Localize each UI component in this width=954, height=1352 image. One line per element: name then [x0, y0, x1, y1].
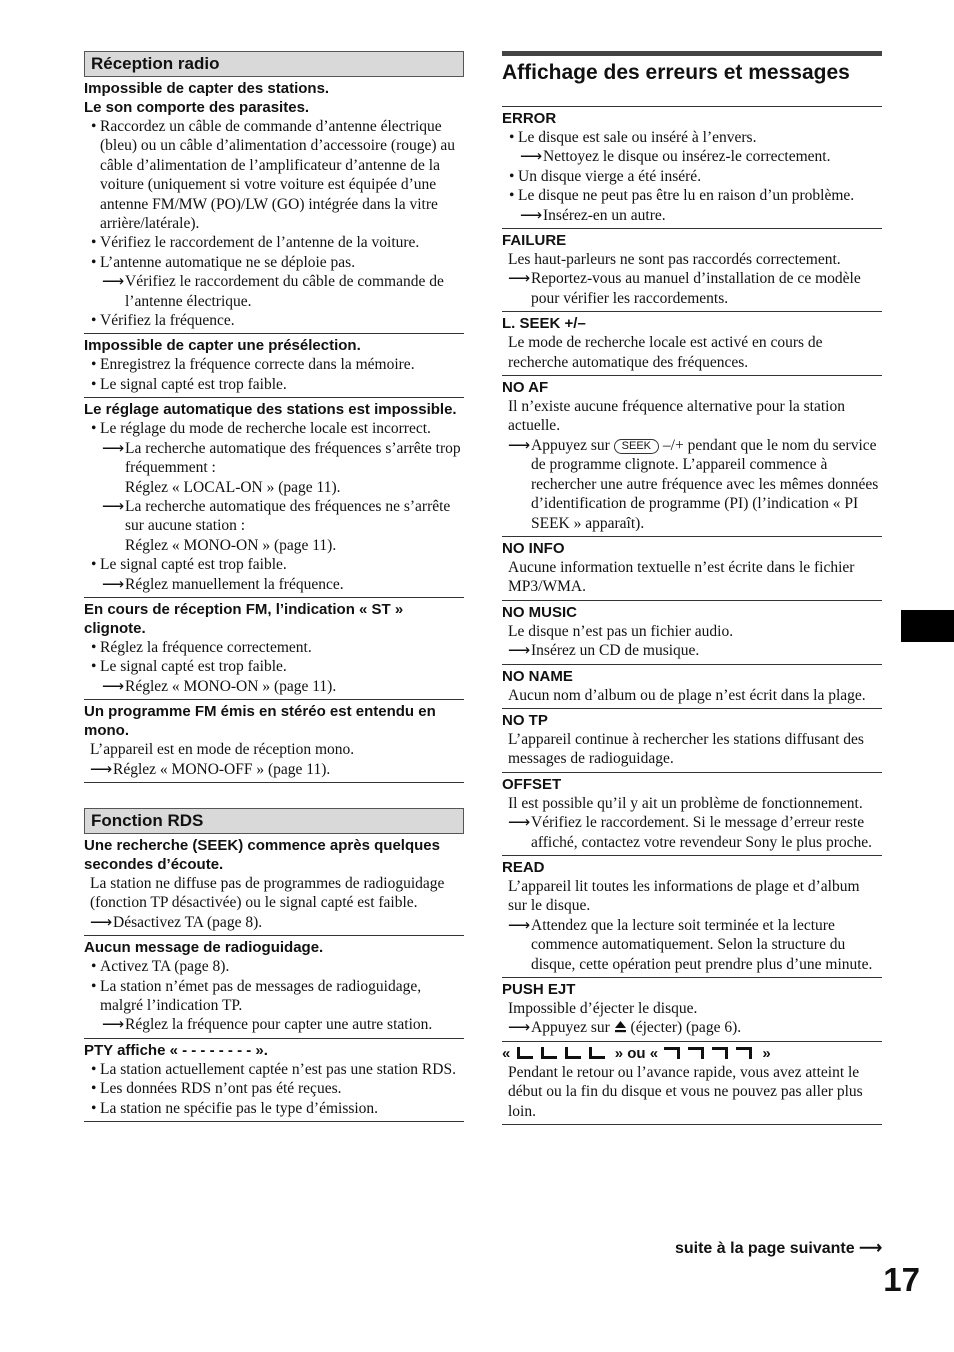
message-code: OFFSET [502, 775, 562, 793]
page-number: 17 [883, 1261, 920, 1298]
arrow-icon: ⟶ [102, 439, 125, 457]
bullet: • Un disque vierge a été inséré. [502, 167, 882, 186]
continued-note: suite à la page suivante ⟶ [674, 1240, 882, 1257]
remedy: ⟶Nettoyez le disque ou insérez-le correctement. [520, 148, 831, 166]
arrow-icon: ⟶ [102, 497, 125, 515]
left-column [84, 51, 464, 1122]
bullet: • Réglez la fréquence correctement. [84, 638, 464, 657]
remedy: ⟶Reportez-vous au manuel d’installation de ce modèle pour vérifier les raccordements. [508, 270, 861, 307]
trouble-block [84, 1039, 464, 1122]
arrow-icon: ⟶ [102, 575, 125, 593]
section-heading-rds: Fonction RDS [84, 808, 464, 834]
message-block-offset [502, 773, 882, 856]
arrow-icon: ⟶ [508, 814, 531, 832]
remedy: ⟶Appuyez sur SEEK –/+ pendant que le nom du service de programme clignote. L’appareil commence à rechercher une autre fréquence avec les mêmes données d’identification de programme (PI) (l’indication « PI SEEK » apparaît). [508, 436, 879, 532]
bullet: • Activez TA (page 8). [84, 957, 464, 976]
bullet: • Vérifiez la fréquence. [84, 311, 464, 330]
bullet: • Les données RDS n’ont pas été reçues. [84, 1079, 464, 1098]
paragraph: Pendant le retour ou l’avance rapide, vous avez atteint le début ou la fin du disque et vous ne pouvez pas aller plus loin. [508, 1063, 863, 1120]
arrow-icon: ⟶ [90, 760, 113, 778]
trouble-block [84, 700, 464, 783]
message-code: FAILURE [502, 232, 567, 250]
paragraph: L’appareil continue à rechercher les stations diffusant des messages de radioguidage. [508, 730, 864, 768]
question: Aucun message de radioguidage. [84, 939, 324, 957]
message-block-noname [502, 665, 882, 709]
arrow-icon: ⟶ [859, 1240, 882, 1257]
bullet: • Le réglage du mode de recherche locale est incorrect. [84, 419, 464, 438]
message-code: PUSH EJT [502, 981, 576, 998]
remedy: ⟶Appuyez sur (éjecter) (page 6). [508, 1019, 742, 1037]
bullet: • La station n’émet pas de messages de radioguidage, malgré l’indication TP. [84, 977, 464, 1016]
message-code: NO MUSIC [502, 603, 577, 621]
question: Impossible de capter des stations. Le son comporte des parasites. [84, 80, 330, 116]
bullet: • Enregistrez la fréquence correcte dans la mémoire. [84, 355, 464, 374]
message-block-failure [502, 229, 882, 312]
question: Une recherche (SEEK) commence après quelques secondes d’écoute. [84, 836, 440, 873]
message-block-noaf [502, 376, 882, 537]
bullet: • Le disque est sale ou inséré à l’envers. [502, 128, 882, 147]
paragraph: Le disque n’est pas un fichier audio. [508, 622, 734, 640]
bullet: • Le signal capté est trop faible. [84, 657, 464, 676]
paragraph: Il est possible qu’il y ait un problème de fonctionnement. [508, 794, 863, 812]
arrow-icon: ⟶ [508, 642, 531, 660]
remedy: ⟶Réglez « MONO-OFF » (page 11). [90, 760, 331, 778]
remedy: ⟶Réglez manuellement la fréquence. [102, 575, 344, 593]
bullet: • Le disque ne peut pas être lu en raison d’un problème. [502, 186, 882, 205]
message-block-pushejt [502, 978, 882, 1042]
message-block-lseek [502, 312, 882, 376]
bullet: • La station ne spécifie pas le type d’émission. [84, 1099, 464, 1118]
arrow-icon: ⟶ [508, 270, 531, 288]
remedy: ⟶Réglez « MONO-ON » (page 11). [102, 677, 337, 695]
bullet: • La station actuellement captée n’est pas une station RDS. [84, 1060, 464, 1079]
message-code: NO NAME [502, 667, 573, 685]
message-code: NO INFO [502, 539, 565, 557]
paragraph: L’appareil est en mode de réception mono. [90, 741, 355, 759]
paragraph: Il n’existe aucune fréquence alternative pour la station actuelle. [508, 398, 845, 435]
message-code: NO TP [502, 711, 548, 729]
remedy: ⟶La recherche automatique des fréquences s’arrête trop fréquemment : [102, 439, 461, 477]
message-code: ERROR [502, 110, 557, 127]
message-block-notp [502, 709, 882, 773]
segment-top-icon [662, 1045, 758, 1062]
remedy: ⟶Insérez-en un autre. [520, 206, 666, 224]
trouble-block [84, 936, 464, 1039]
message-code: « » ou « » [502, 1044, 771, 1062]
trouble-block [84, 598, 464, 700]
seek-button-icon: SEEK [614, 439, 659, 454]
arrow-icon: ⟶ [102, 273, 125, 291]
trouble-block [84, 834, 464, 936]
paragraph: Impossible d’éjecter le disque. [508, 1000, 698, 1017]
arrow-icon: ⟶ [90, 913, 113, 931]
page-title: Affichage des erreurs et messages [502, 51, 882, 86]
arrow-icon: ⟶ [508, 916, 531, 934]
bullet: • Raccordez un câble de commande d’antenne électrique (bleu) ou un câble d’alimentation d’accessoire (rouge) au câble d’alimentation de l’amplificateur d’antenne de la voiture (uniquement si votre voiture est équipée d’une antenne FM/MW (PO)/LW (GO) intégrée dans la vitre arrière/latérale). [84, 117, 464, 233]
arrow-icon: ⟶ [508, 1019, 531, 1037]
remedy: ⟶Réglez la fréquence pour capter une autre station. [102, 1016, 433, 1034]
question: Un programme FM émis en stéréo est entendu en mono. [84, 703, 436, 740]
paragraph: Aucune information textuelle n’est écrite dans le fichier MP3/WMA. [508, 558, 855, 596]
message-block-noinfo [502, 537, 882, 601]
trouble-block [84, 398, 464, 598]
paragraph: Les haut-parleurs ne sont pas raccordés correctement. [508, 251, 841, 269]
bullet: • L’antenne automatique ne se déploie pas. [84, 253, 464, 272]
arrow-icon: ⟶ [520, 206, 543, 224]
message-block-read [502, 856, 882, 978]
remedy: ⟶Insérez un CD de musique. [508, 642, 700, 660]
bullet: • Le signal capté est trop faible. [84, 555, 464, 574]
remedy: ⟶Désactivez TA (page 8). [90, 913, 263, 931]
remedy: ⟶Vérifiez le raccordement du câble de commande de l’antenne électrique. [102, 273, 444, 310]
remedy: ⟶Vérifiez le raccordement. Si le message d’erreur reste affiché, contactez votre revendeur Sony le plus proche. [508, 814, 872, 851]
message-code: READ [502, 858, 545, 876]
arrow-icon: ⟶ [102, 677, 125, 695]
arrow-icon: ⟶ [520, 148, 543, 166]
paragraph: Le mode de recherche locale est activé en cours de recherche automatique des fréquences. [508, 334, 823, 371]
message-block-error [502, 106, 882, 229]
right-column [502, 51, 882, 1125]
trouble-block [84, 334, 464, 398]
trouble-block [84, 77, 464, 334]
segment-bottom-icon [515, 1045, 611, 1062]
eject-icon [614, 1019, 627, 1036]
question: En cours de réception FM, l’indication « ST » clignote. [84, 600, 404, 637]
question: PTY affiche « - - - - - - - - ». [84, 1041, 268, 1059]
arrow-icon: ⟶ [508, 436, 531, 454]
section-heading-reception: Réception radio [84, 51, 464, 77]
remedy-setting: Réglez « MONO-ON » (page 11). [125, 536, 337, 554]
language-tab-marker [901, 610, 954, 642]
message-block-segments [502, 1042, 882, 1125]
arrow-icon: ⟶ [102, 1016, 125, 1034]
question: Le réglage automatique des stations est impossible. [84, 401, 457, 419]
message-code: NO AF [502, 379, 549, 397]
bullet: • Vérifiez le raccordement de l’antenne de la voiture. [84, 233, 464, 252]
paragraph: La station ne diffuse pas de programmes de radioguidage (fonction TP désactivée) ou le signal capté est faible. [90, 874, 445, 912]
paragraph: Aucun nom d’album ou de plage n’est écrit dans la plage. [508, 686, 866, 704]
bullet: • Le signal capté est trop faible. [84, 375, 464, 394]
paragraph: L’appareil lit toutes les informations de plage et d’album sur le disque. [508, 877, 860, 915]
message-code: L. SEEK +/– [502, 315, 586, 333]
remedy: ⟶La recherche automatique des fréquences ne s’arrête sur aucune station : [102, 497, 451, 535]
question: Impossible de capter une présélection. [84, 337, 361, 355]
message-block-nomusic [502, 601, 882, 665]
remedy-setting: Réglez « LOCAL-ON » (page 11). [125, 478, 341, 496]
remedy: ⟶Attendez que la lecture soit terminée et la lecture commence automatiquement. Selon la structure du disque, cette opération peut prendre plus d’une minute. [508, 916, 873, 973]
